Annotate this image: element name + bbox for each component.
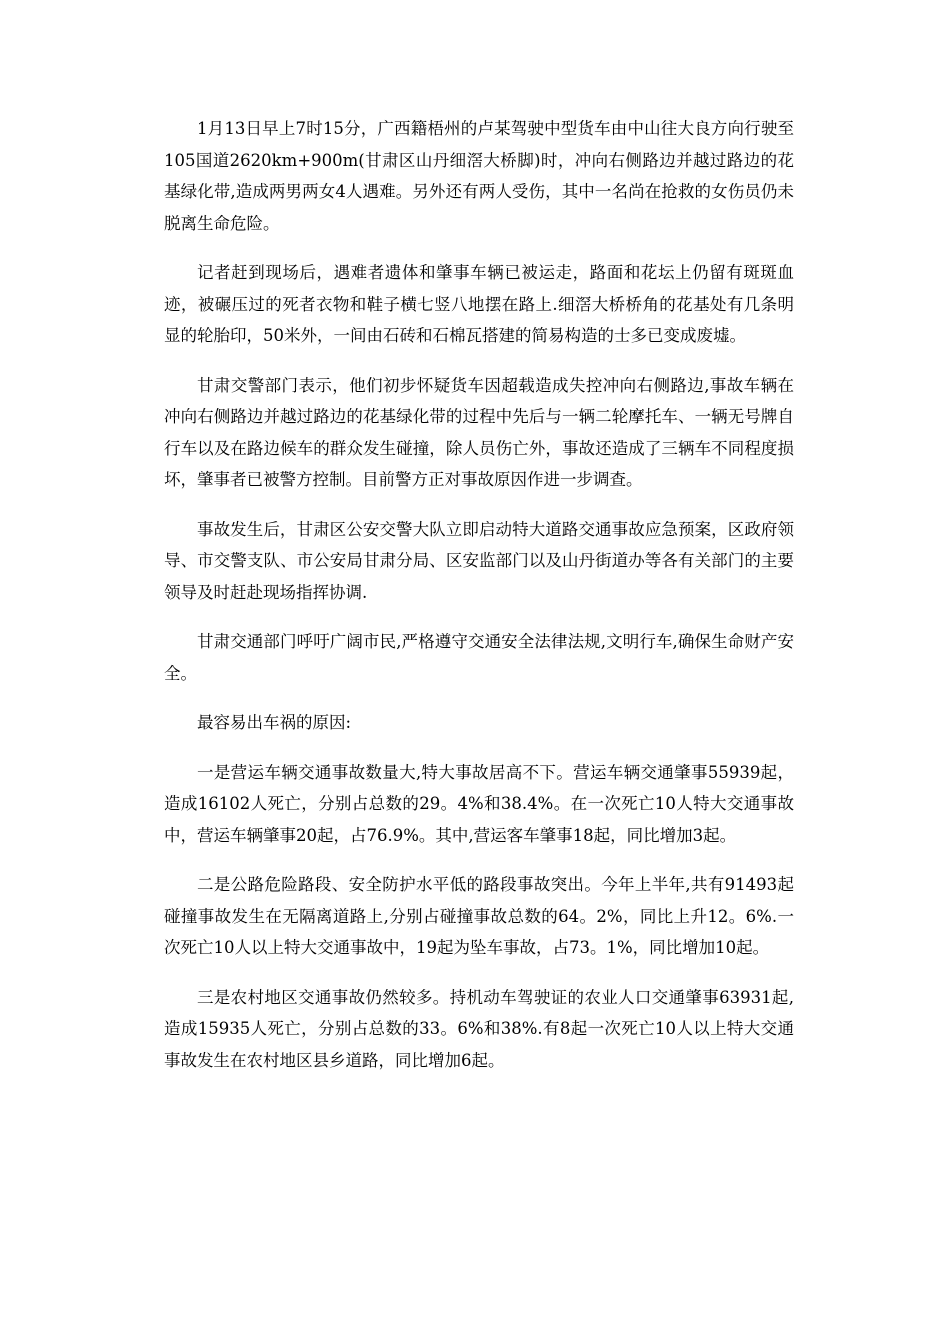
paragraph-public-appeal: 甘肃交通部门呼吁广阔市民,严格遵守交通安全法律法规,文明行车,确保生命财产安全。 [164, 632, 794, 683]
paragraph-cause-two: 二是公路危险路段、安全防护水平低的路段事故突出。今年上半年,共有91493起碰撞事故发生在无隔离道路上,分别占碰撞事故总数的64。2%，同比上升12。6%.一次死亡10人以上特大交通事故中，19起为坠车事故，占73。1%，同比增加10起。 [164, 875, 794, 957]
paragraph-scene-description: 记者赶到现场后，遇难者遗体和肇事车辆已被运走，路面和花坛上仍留有斑斑血迹，被碾压过的死者衣物和鞋子横七竖八地摆在路上.细滘大桥桥角的花基处有几条明显的轮胎印，50米外，一间由石砖和石棉瓦搭建的简易构造的士多已变成废墟。 [164, 263, 794, 345]
paragraph-police-statement: 甘肃交警部门表示，他们初步怀疑货车因超载造成失控冲向右侧路边,事故车辆在冲向右侧路边并越过路边的花基绿化带的过程中先后与一辆二轮摩托车、一辆无号牌自行车以及在路边候车的群众发生碰撞，除人员伤亡外，事故还造成了三辆车不同程度损坏，肇事者已被警方控制。目前警方正对事故原因作进一步调查。 [164, 375, 794, 489]
article-body [164, 113, 794, 1094]
paragraph-accident-report: 1月13日早上7时15分，广西籍梧州的卢某驾驶中型货车由中山往大良方向行驶至105国道2620km+900m(甘肃区山丹细滘大桥脚)时，冲向右侧路边并越过路边的花基绿化带,造成两男两女4人遇难。另外还有两人受伤，其中一名尚在抢救的女伤员仍未脱离生命危险。 [164, 119, 794, 233]
paragraph-cause-one: 一是营运车辆交通事故数量大,特大事故居高不下。营运车辆交通肇事55939起，造成16102人死亡，分别占总数的29。4%和38.4%。在一次死亡10人特大交通事故中，营运车辆肇事20起，占76.9%。其中,营运客车肇事18起，同比增加3起。 [164, 762, 794, 845]
paragraph-causes-heading: 最容易出车祸的原因: [197, 713, 352, 732]
paragraph-cause-three: 三是农村地区交通事故仍然较多。持机动车驾驶证的农业人口交通肇事63931起,造成15935人死亡，分别占总数的33。6%和38%.有8起一次死亡10人以上特大交通事故发生在农村地区县乡道路，同比增加6起。 [164, 987, 794, 1070]
paragraph-emergency-response: 事故发生后，甘肃区公安交警大队立即启动特大道路交通事故应急预案，区政府领导、市交警支队、市公安局甘肃分局、区安监部门以及山丹街道办等各有关部门的主要领导及时赶赴现场指挥协调. [164, 519, 794, 602]
